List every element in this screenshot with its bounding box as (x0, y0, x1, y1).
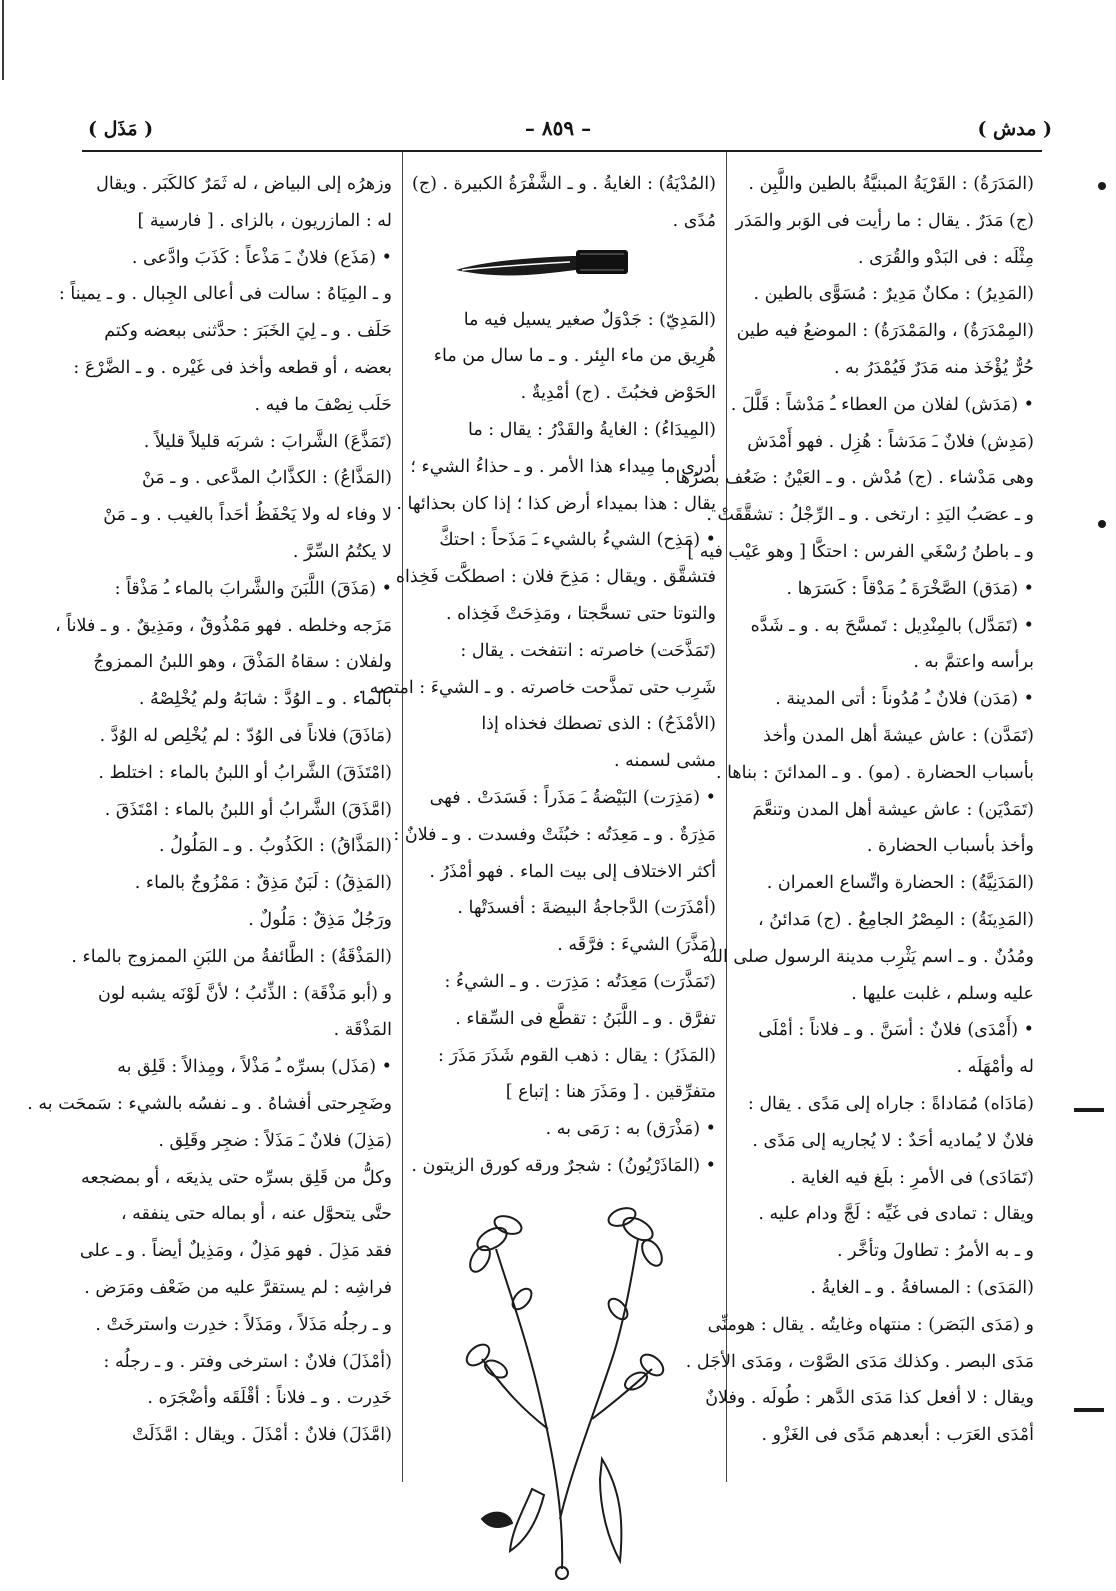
text-line: (المَذَّاقُ) : الكَذُوبُ . و ـ المَلُولُ . (159, 836, 392, 857)
text-line: • (مَذَقَ) اللَّبَنَ والشَّرابَ بالماء ـُ مَذْقاً : (114, 578, 392, 599)
text-line: و ـ باطنُ رُسْغَي الفرس : احتكَّا [ وهو عَيْب فيه ] (687, 541, 1034, 562)
text-line: و (أبو مَذْقَة) : الذِّئبُ ؛ لأنَّ لَوْنَه يشبه لون (98, 983, 392, 1004)
text-line: • (مَذَع) فلانٌ ـَ مَذْعاً : كَذَبَ وادَّعى . (131, 247, 392, 268)
text-line: ويقال : لا أفعل كذا مَدَى الدَّهر : طُولَه . وفلانٌ (705, 1388, 1034, 1409)
text-line: له : المازريون ، بالزاى . [ فارسية ] (137, 210, 392, 231)
text-line: (المَدَنِيَّةُ) : الحضارة واتِّساع العمران . (766, 873, 1034, 894)
text-line: (المَذْقَةُ) : الطَّائفةُ من اللبَنِ الممزوج بالماء . (71, 946, 392, 967)
text-line: • (المَاذَرْيُونُ) : شجرٌ ورقه كورق الزيتون . (411, 1155, 716, 1176)
text-line: (الأمْذَحُ) : الذى تصطك فخذاه إذا (481, 714, 716, 735)
text-line: • (تَمَدَّل) بالمِنْدِيل : تَمسَّحَ به . و ـ شَدَّه (750, 615, 1034, 636)
text-line: (أمْذَرَت) الدَّجاجةُ البيضةَ : أفسدَتْها . (457, 898, 716, 919)
text-line: و ـ رجلُه مَذَلاً ، ومَذَلاً : خدِرت واسترخَتْ . (95, 1314, 392, 1335)
text-line: • (مَدَش) لفلان من العطاء ـُ مَدْشاً : قَلَّلَ . (730, 394, 1034, 415)
text-line: له وأمْهَلَه . (956, 1057, 1034, 1078)
text-line: لا وفاء له ولا يَحْفَظُ أحَداً بالغيب . و ـ مَنْ (103, 505, 392, 526)
text-line: تفرَّق . و ـ اللَّبَنُ : تقطَّع فى السِّقاء . (455, 1008, 716, 1029)
text-line: ويقال : تمادى فى غَيِّه : لَجَّ ودام عليه . (758, 1204, 1034, 1225)
text-line: أكثر الاختلاف إلى بيت الماء . فهو أمْذَرُ . (429, 861, 716, 882)
text-line: وهى مَدْشاء . (ج) مُدْش . و ـ العَيْنُ : ضَعُف بصرُها . (664, 468, 1034, 489)
text-line: (تَمَدَّن) : عاش عيشةَ أهل المدن وأخذ (763, 725, 1034, 746)
text-line: (المَدِينَةُ) : المِصْرُ الجامِعُ . (ج) مَدائنُ ، (758, 909, 1034, 930)
text-line: بعضه ، أو قطعه وأخذ فى غَيْره . و ـ الضَّرْعَ : (73, 357, 392, 378)
text-line: و (مَدَى البَصَر) : منتهاه وغايتُه . يقال : هومنِّى (707, 1314, 1034, 1335)
scan-edge-line (2, 0, 4, 80)
text-line: (مَادَاه) مُمَاداةً : جاراه إلى مَدًى . يقال : (747, 1093, 1034, 1114)
text-line: (المُدْيَةُ) : الغايةُ . و ـ الشَّفْرَةُ الكبيرة . (ج) (412, 174, 716, 194)
text-line: لا يكتُمُ السِّرَّ . (292, 541, 392, 562)
text-line: • (مَذِح) الشيءُ بالشيء ـَ مَذَحاً : احتكَّ (439, 530, 716, 551)
text-line: الحَوْض فخبُثَ . (ج) أمْدِيةٌ . (520, 383, 716, 404)
text-line: ورَجُلٌ مَذِقٌ : مَلُولٌ . (248, 909, 392, 930)
text-line: (مَاذَقَ) فلاناً فى الوُدّ : لم يُخْلِص له الوُدَّ . (99, 725, 392, 746)
text-line: حُرٌّ يُؤْخَذ منه مَدَرٌ فَيُمْدَرُ به . (833, 357, 1034, 378)
text-line: (المَدِيّ) : جَدْوَلٌ صغير يسيل فيه ما (463, 309, 716, 330)
text-line: فلانٌ لا يُماديه أحَدٌ : لا يُجاريه إلى مَدًى . (752, 1130, 1034, 1151)
text-line: (أمْذَلَ) فلانٌ : استرخى وفتر . و ـ رجلُه : (103, 1351, 392, 1372)
column-separator-right (726, 152, 727, 1482)
column-left (27, 166, 392, 1486)
text-line: فقد مَذِلَ . فهو مَذِلٌ ، ومَذِيلٌ أيضاً . و ـ على (79, 1241, 392, 1262)
text-line: مشى لسمنه . (614, 751, 716, 772)
text-line: وكلُّ من قَلِق بسرِّه حتى يذيعَه ، أو بمضجعه (81, 1167, 392, 1188)
text-line: • (مَذْرَق) به : رَمَى به . (545, 1119, 716, 1140)
text-line: • (مَذَل) بسرِّه ـُ مَذْلاً ، ومِذالاً : قَلِق به (117, 1057, 392, 1078)
text-line: ومُدُنٌ . و ـ اسم يَثْرِب مدينة الرسول صلى الله (702, 946, 1034, 967)
text-line: (المِيدَاءُ) : الغايةُ والقَدْرُ : يقال : ما (468, 419, 716, 440)
text-line: فتشقَّق . ويقال : مَذِحَ فلان : اصطكَّت فَخِذاه (395, 567, 716, 588)
text-line: مَدَى البصر . وكذلك مَدَى الصَّوْت ، ومَدَى الأجَل . (685, 1351, 1034, 1372)
text-line: (مَدِش) فلانٌ ـَ مَدَشاً : هُزِل . فهو أَمْدَش (747, 431, 1034, 452)
text-line: و ـ عصَبُ اليَدِ : ارتخى . و ـ الرِّجْلُ : تشقَّقَتْ . (706, 505, 1034, 526)
text-line: (ج) مَدَرٌ . يقال : ما رأيت فى الوَبر والمَدَر (735, 210, 1034, 231)
text-line: حتَّى يتحوَّل عنه ، أو بماله حتى ينفقه ، (120, 1204, 392, 1225)
text-line: بالماء . و ـ الوُدَّ : شابَهُ ولم يُخْلِصْهُ . (138, 689, 392, 710)
text-line: بأسباب الحضارة . (مو) . و ـ المدائنَ : بناها . (715, 762, 1034, 783)
text-line: عليه وسلم ، غلبت عليها . (851, 983, 1034, 1004)
margin-dash-mark (1074, 1408, 1104, 1412)
header-entry-start: ( مدش ) (977, 118, 1052, 140)
knife-illustration (412, 236, 716, 296)
text-line: المَذْقَة . (333, 1020, 392, 1041)
margin-dash-mark (1074, 1108, 1104, 1112)
text-line: (تَمَذَّحَت) خاصرته : انتفخت . يقال : (460, 640, 716, 661)
text-line: هُرِيق من ماء البِئر . و ـ ما سال من ماء (433, 346, 716, 367)
text-line: (تَمَدْيَن) : عاش عيشة أهل المدن وتنعَّمَ (752, 799, 1034, 820)
text-line: وضَجِرحتى أفشاهُ . و ـ نفسُه بالشيء : سَمحَت به . (27, 1093, 392, 1114)
text-line: ولفلان : سقاهُ المَذْقَ ، وهو اللبنُ الممزوجُ (93, 652, 392, 673)
text-line: (المَذِقُ) : لَبَنٌ مَذِقٌ : مَمْزُوجٌ بالماء . (134, 873, 392, 894)
text-line: (تَمَادَى) فى الأمرِ : بلَغ فيه الغاية . (790, 1167, 1034, 1188)
text-line: • (مَدَن) فلانٌ ـُ مُدُوناً : أتى المدينة . (775, 689, 1034, 710)
text-line: شَرِب حتى تمذَّحت خاصرته . و ـ الشيءَ : امتصه . (358, 677, 716, 698)
text-line: • (أَمْدَى) فلانٌ : أسَنَّ . و ـ فلاناً : أمْلَى (758, 1020, 1034, 1041)
page-header (0, 112, 1116, 148)
margin-dot-mark (1098, 182, 1106, 190)
text-line: مَزَجه وخلطه . فهو مَمْذُوقٌ ، ومَذِيقٌ . و ـ فلاناً ، (55, 615, 392, 636)
text-line: حَلَب نِصْفَ ما فيه . (254, 394, 392, 415)
plant-illustration (412, 1189, 716, 1589)
text-line: حَلَف . و ـ لِيَ الخَبَرَ : حدَّثنى ببعضه وكتم (104, 321, 392, 342)
text-line: (المَذَّاعُ) : الكذَّابُ المدَّعى . و ـ مَنْ (141, 468, 392, 489)
text-line: خَدِرت . و ـ فلاناً : أقْلَقَه وأضْجَرَه . (147, 1388, 392, 1409)
text-line: أدرى ما مِيداء هذا الأمر . و ـ حذاءُ الشيء ؛ (410, 456, 716, 477)
text-line: (المَذَرُ) : يقال : ذهب القوم شَذَرَ مَذَرَ : (437, 1045, 716, 1066)
text-line: (مَذَّرَ) الشيءَ : فرَّقَه . (557, 935, 716, 956)
text-line: فراشِه : لم يستقرَّ عليه من ضَعْف ومَرَض . (84, 1277, 392, 1298)
text-line: (المَدَرَةُ) : القَرْيَةُ المبنيَّةُ بالطين واللَّبِن . (748, 174, 1034, 194)
text-line: برأسه واعتمَّ به . (913, 652, 1034, 673)
text-line: وزهرُه إلى البياض ، له ثَمَرٌ كالكَبَر . ويقال (96, 174, 392, 194)
text-line: (المَدَى) : المسافةُ . و ـ الغايةُ . (810, 1277, 1034, 1298)
text-line: مِثْلَه : فى البَدْو والقُرَى . (857, 247, 1034, 268)
text-line: • (مَذِرَت) البَيْضةُ ـَ مَذَراً : فَسَدَتْ . فهى (429, 787, 716, 808)
text-line: (المَدِيرُ) : مكانٌ مَدِيرٌ : مُسَوًّى بالطين . (753, 284, 1034, 305)
text-line: • (مَدَق) الصَّخْرَةَ ـُ مَدْقاً : كَسَرَها . (786, 578, 1034, 599)
text-line: (امَّذَقَ) الشَّرابُ أو اللبنُ بالماء : امْتَذَقَ . (104, 799, 392, 820)
text-line: و ـ به الأمرُ : تطاولَ وتأخَّر . (837, 1241, 1034, 1262)
text-line: و ـ المِيَاهُ : سالت فى أعالى الجِبال . و ـ يميناً : (58, 284, 392, 305)
text-line: (امَّذَلَ) فلانٌ : أمْذَلَ . ويقال : امَّذَلَتْ (131, 1425, 392, 1446)
text-line: (تَمَذَّعَ) الشَّرابَ : شربَه قليلاً قليلاً . (143, 431, 392, 452)
text-line: متفرِّقين . [ ومَذَرَ هنا : إتباع ] (505, 1082, 716, 1103)
text-line: مَذِرَةٌ . و ـ مَعِدَتُه : خبُثَتْ وفسدت . و ـ فلانٌ : (393, 824, 716, 845)
text-line: يقال : هذا بميداء أرض كذا ؛ إذا كان بحذائها . (396, 493, 716, 514)
text-line: مُدًى . (672, 210, 716, 231)
text-line: والتوتا حتى تسحَّجتا ، ومَذِحَتْ فَخِذاه . (445, 603, 716, 624)
header-entry-end: ( مَذَل ) (88, 118, 154, 140)
margin-dot-mark (1098, 520, 1106, 528)
page-number: – ٨٥٩ – (524, 116, 592, 140)
text-line: (تَمَذَّرَت) مَعِدَتُه : مَذِرَت . و ـ الشيءُ : (444, 971, 716, 992)
text-line: (مَذِلَ) فلانٌ ـَ مَذَلاً : ضجِر وقَلِق . (158, 1130, 392, 1151)
header-rule (82, 150, 1042, 152)
text-line: (المِمْدَرَةُ) ، والمَمْدَرَةُ) : الموضعُ فيه طين (736, 321, 1034, 342)
text-line: أمْدَى العَرَب : أبعدهم مَدًى فى الغَزْو . (761, 1425, 1034, 1446)
text-line: وأخذ بأسباب الحضارة . (866, 836, 1034, 857)
text-line: (امْتَذَقَ) الشَّرابُ أو اللبنُ بالماء : اختلط . (98, 762, 392, 783)
